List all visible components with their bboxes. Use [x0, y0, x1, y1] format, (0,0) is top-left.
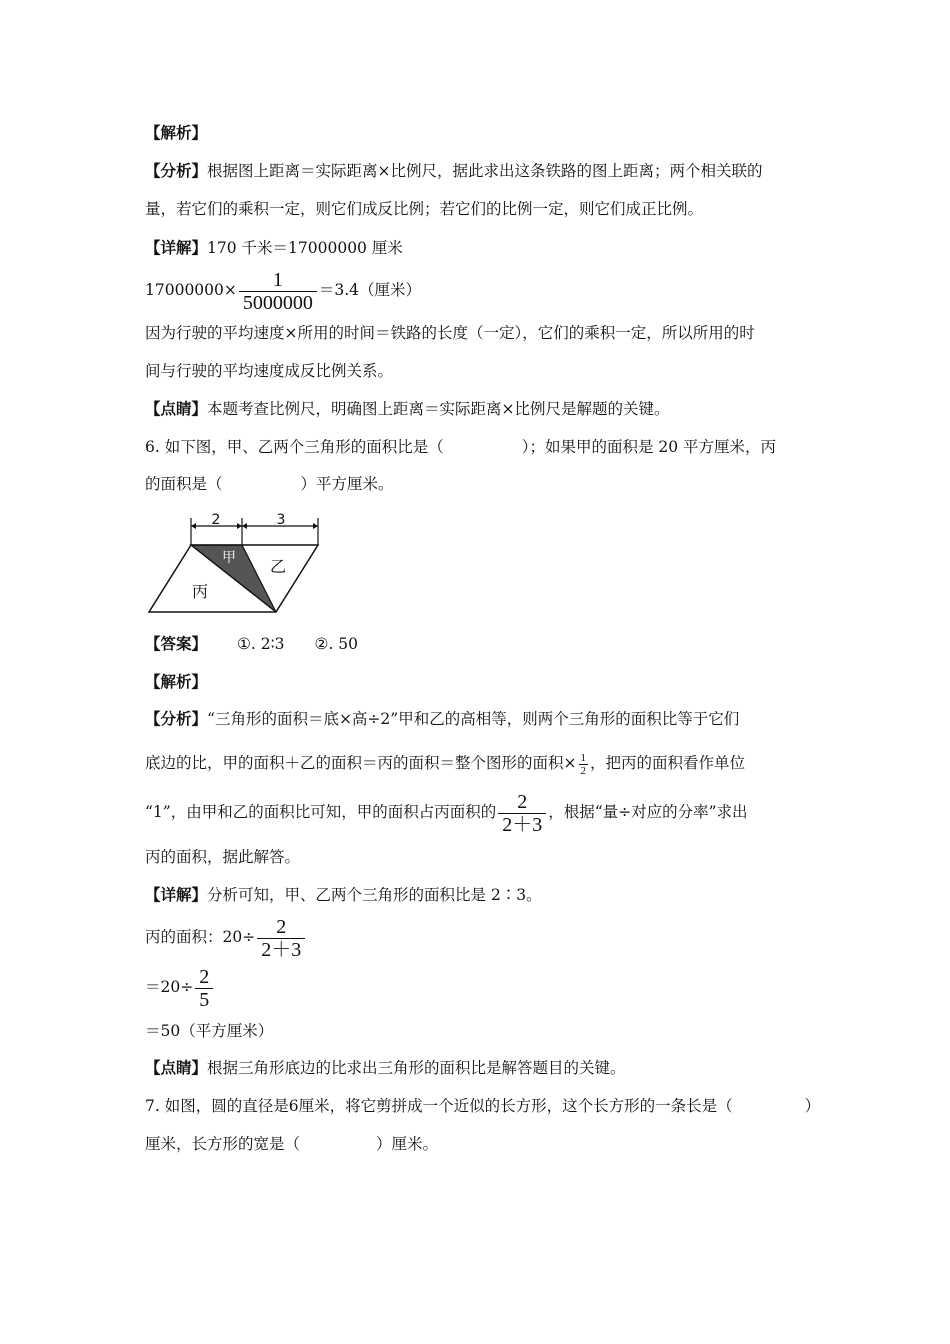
q6-section-heading-jiexi: 【解析】	[145, 673, 208, 691]
detail-line-1	[145, 238, 403, 258]
fraction-share-numerator: 2	[517, 790, 528, 813]
q6-stem-line-2	[145, 474, 394, 494]
fraction-calc2	[195, 966, 213, 1011]
q6-stem-text-b: ）；如果甲的面积是 20 平方厘米，丙	[521, 438, 777, 456]
q6-calc-line-1	[145, 913, 307, 961]
fraction-numerator: 1	[272, 268, 283, 291]
key-point-line	[145, 399, 670, 419]
answer-tag: 【答案】	[145, 635, 208, 653]
q6-key-point-tag: 【点睛】	[145, 1059, 208, 1077]
detail-text: 170 千米＝17000000 厘米	[207, 239, 403, 257]
analysis-text: 根据图上距离＝实际距离×比例尺，据此求出这条铁路的图上距离；两个相关联的	[207, 162, 763, 180]
q6-calc-line-2	[145, 963, 215, 1011]
calc-line	[145, 266, 421, 314]
q7-stem-text-b: ）	[804, 1097, 821, 1115]
q7-stem-line-2	[145, 1134, 438, 1154]
q6-calc2-left: ＝20÷	[145, 978, 194, 996]
fraction-share	[498, 791, 546, 836]
fraction-half	[579, 752, 589, 777]
q6-stem-text-a: 6. 如下图，甲、乙两个三角形的面积比是（	[145, 438, 444, 456]
fraction-calc2-numerator: 2	[199, 965, 210, 988]
fraction-calc2-denominator: 5	[195, 988, 213, 1011]
q6-calc1-left: 丙的面积：20÷	[145, 928, 256, 946]
label-bing: 丙	[191, 582, 209, 601]
q6-analysis-line-1	[145, 709, 739, 729]
q6-stem-text-c: 的面积是（	[145, 475, 223, 493]
q6-stem-text-d: ）平方厘米。	[300, 475, 394, 493]
fraction-share-denominator: 2＋3	[498, 813, 546, 836]
calc-left: 17000000×	[145, 281, 237, 299]
key-point-tag: 【点睛】	[145, 400, 208, 418]
parallelogram-figure	[140, 510, 330, 620]
q6-analysis-text-3b: ，根据“量÷对应的分率”求出	[548, 803, 748, 821]
label-jia: 甲	[222, 550, 236, 566]
label-yi: 乙	[269, 557, 287, 576]
reason-line-2: 间与行驶的平均速度成反比例关系。	[145, 362, 394, 380]
q6-analysis-tag: 【分析】	[145, 710, 208, 728]
arrow-head-2	[237, 523, 242, 529]
dimension-label-3: 3	[276, 512, 286, 528]
q6-key-point-text: 根据三角形底边的比求出三角形的面积比是解答题目的关键。	[207, 1059, 626, 1077]
fraction-scale	[239, 269, 317, 314]
arrow-head-3	[242, 523, 247, 529]
q6-calc-line-3: ＝50（平方厘米）	[145, 1022, 274, 1040]
reason-line-1: 因为行驶的平均速度×所用的时间＝铁路的长度（一定），它们的乘积一定，所以所用的时	[145, 324, 755, 342]
arrow-head-1	[191, 523, 196, 529]
q6-detail-line-1	[145, 885, 542, 905]
q6-analysis-text-3a: “1”，由甲和乙的面积比可知，甲的面积占丙面积的	[145, 803, 497, 821]
q7-stem-line-1	[145, 1096, 820, 1116]
q6-analysis-text-2b: ，把丙的面积看作单位	[590, 754, 746, 772]
fraction-half-numerator: 1	[580, 751, 586, 764]
q6-analysis-line-3	[145, 788, 748, 836]
dimension-label-2: 2	[211, 512, 221, 528]
calc-right: ＝3.4（厘米）	[318, 281, 422, 299]
q6-stem-line-1	[145, 437, 776, 457]
q6-analysis-text-1: “三角形的面积＝底×高÷2”甲和乙的高相等，则两个三角形的面积比等于它们	[207, 710, 740, 728]
answer-line	[145, 634, 358, 654]
q6-analysis-text-2a: 底边的比，甲的面积＋乙的面积＝丙的面积＝整个图形的面积×	[145, 754, 577, 772]
fraction-calc1	[257, 916, 305, 961]
q6-detail-tag: 【详解】	[145, 886, 208, 904]
analysis-line-2: 量，若它们的乘积一定，则它们成反比例；若它们的比例一定，则它们成正比例。	[145, 200, 704, 218]
analysis-line-1	[145, 161, 763, 181]
q7-stem-text-c: 厘米，长方形的宽是（	[145, 1135, 301, 1153]
analysis-tag: 【分析】	[145, 162, 208, 180]
answer-2: ②. 50	[314, 635, 359, 653]
q6-detail-text: 分析可知，甲、乙两个三角形的面积比是 2∶3。	[207, 886, 542, 904]
q7-stem-text-a: 7. 如图，圆的直径是6厘米，将它剪拼成一个近似的长方形，这个长方形的一条长是（	[145, 1097, 733, 1115]
fraction-denominator: 5000000	[239, 291, 317, 314]
q6-key-point-line	[145, 1058, 626, 1078]
fraction-calc1-denominator: 2＋3	[257, 938, 305, 961]
fraction-calc1-numerator: 2	[276, 915, 287, 938]
answer-1: ①. 2∶3	[237, 635, 285, 653]
fraction-half-denominator: 2	[580, 764, 586, 777]
detail-tag: 【详解】	[145, 239, 208, 257]
arrow-head-4	[313, 523, 318, 529]
q7-stem-text-d: ）厘米。	[376, 1135, 439, 1153]
q6-analysis-line-2	[145, 747, 745, 779]
q6-analysis-line-4: 丙的面积，据此解答。	[145, 848, 301, 866]
section-heading-jiexi: 【解析】	[145, 124, 208, 142]
key-point-text: 本题考查比例尺，明确图上距离＝实际距离×比例尺是解题的关键。	[207, 400, 670, 418]
